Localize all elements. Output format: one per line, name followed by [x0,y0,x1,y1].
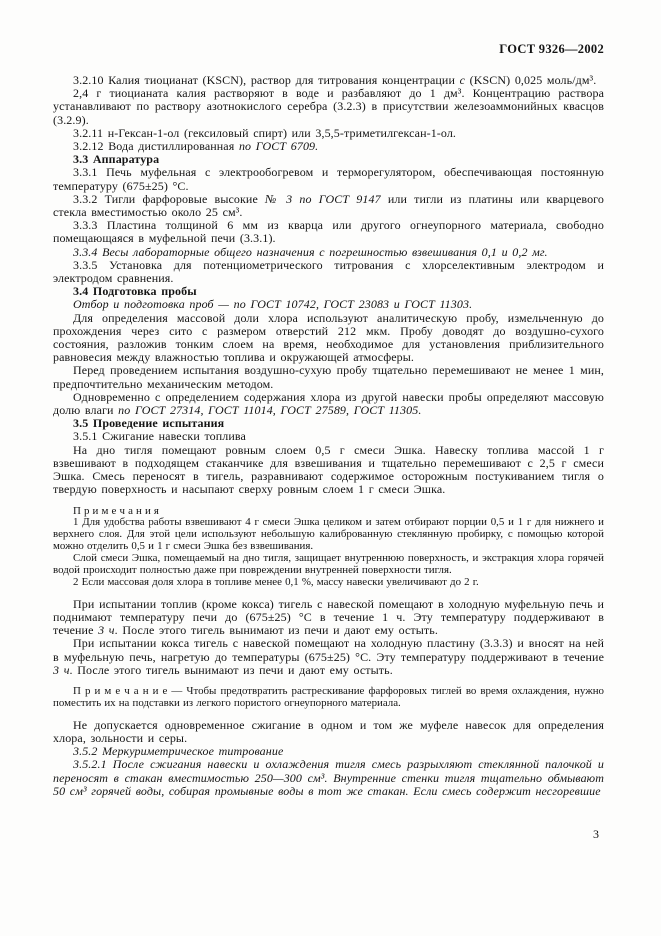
text-run: или тигли из платины или кварцевого стекла вместимостью около 25 см³. [53,191,604,220]
text-run: При испытании топлив (кроме кокса) тигель с навеской помещают в холодную муфельную печь и поднимают температуру печи до (675±25) °С в течение 1 ч. Эту температуру поддерживают в течение [53,596,604,638]
text-run: 3.3.1 Печь муфельная с электрообогревом и терморегулятором, обеспечивающая постоянную температуру (675±25) °С. [53,165,604,193]
text-run: Одновременно с определением содержания хлора из другой навески пробы определяют массовую долю влаги [53,389,604,418]
text-run: по ГОСТ 27314, ГОСТ 11014, ГОСТ 27589, ГОСТ 11305. [118,403,422,418]
text-run: № 3 по ГОСТ 9147 [265,191,381,206]
note-paragraph [53,686,604,710]
paragraph [53,758,604,798]
text-run: 3.4 Подготовка пробы [73,284,197,299]
text-run: 1 Для удобства работы взвешивают 4 г смеси Эшка целиком и затем отбирают порции 0,5 и 1 г для нижнего и верхнего слоя. Для этой цели используют небольшую калиброванную стеклянную пробирку, с помощью которой можно отделить 0,5 и 1 г смеси Эшка без взвешивания. [53,516,604,553]
text-run: 3.2.10 Калия тиоцианат (KSCN), раствор для титрования концентрации [73,73,460,87]
text-run: 3.3 Аппаратура [73,152,160,167]
text-run: 3.5.2.1 После сжигания навески и охлаждения тигля смесь разрыхляют стеклянной палочкой и переносят в стакан вместимостью 250—300 см³. Внутренние стенки тигля тщательно обмывают 50 см³ горячей воды, собирая промывные воды в тот же стакан. Если смесь содержит несгоревшие [53,757,604,798]
paragraph [53,193,604,219]
text-run: 2,4 г тиоцианата калия растворяют в воде и разбавляют до 1 дм³. Концентрацию раствора устанавливают по раствору азотнокислого серебра (3.2.3) в присутствии железоаммонийных квасцов (3.2.9). [53,86,604,127]
text-run: 3 ч [98,623,115,638]
paragraph [53,364,604,390]
note-paragraph [53,553,604,577]
text-run: Слой смеси Эшка, помещаемый на дно тигля, защищает внутреннюю поверхность, и экстракция хлора горячей водой происходит полностью даже при повреждении внутренней поверхности тигля. [53,552,604,577]
text-run: 3.5.1 Сжигание навески топлива [73,429,246,444]
text-run: 3.3.3 Пластина толщиной 6 мм из кварца или другого огнеупорного материала, свободно помещающаяся в муфельной печи (3.3.1). [53,218,604,246]
paragraph [53,312,604,365]
text-run: 3.2.12 Вода дистиллированная [73,139,239,154]
paragraph [53,444,604,497]
text-run: 3.5.2 Меркуриметрическое титрование [73,744,284,759]
paragraph [53,259,604,285]
text-run: по ГОСТ 6709. [238,139,319,154]
text-run: П р и м е ч а н и е — Чтобы предотвратить растрескивание фарфоровых тиглей во время охлаждения, нужно поместить их на подставки из легкого пористого огнеупорного материала. [53,685,604,709]
text-run: с [459,73,466,87]
text-run: Не допускается одновременное сжигание в одном и том же муфеле навесок для определения хлора, зольности и серы. [53,717,604,746]
text-run: . После этого тигель вынимают из печи и дают ему остыть. [69,662,393,677]
paragraph [53,719,604,745]
text-run: Для определения массовой доли хлора используют аналитическую пробу, измельченную до прохождения через сито с размером отверстий 212 мкм. Пробу доводят до воздушно-сухого состояния, разложив тонким слоем на время, необходимое для установления приблизительного равновесия между влажностью топлива и окружающей атмосферы. [53,310,604,365]
text-run: 3 ч [53,662,70,677]
paragraph [53,598,604,638]
text-run: 2 Если массовая доля хлора в топливе менее 0,1 %, массу навески увеличивают до 2 г. [73,575,479,588]
text-run: Перед проведением испытания воздушно-сухую пробу тщательно перемешивают не менее 1 мин, предпочтительно механическим методом. [53,363,604,391]
text-run: (KSCN) 0,025 моль/дм³. [465,73,597,87]
text-run: . После этого тигель вынимают из печи и дают ему остыть. [114,623,438,638]
paragraph [53,166,604,192]
paragraph [53,87,604,127]
running-header [53,42,604,57]
standard-number: ГОСТ 9326—2002 [499,42,604,56]
text-run: П р и м е ч а н и я [73,504,159,517]
paragraph [53,637,604,677]
text-run: Отбор и подготовка проб — по ГОСТ 10742, ГОСТ 23083 и ГОСТ 11303. [73,297,473,312]
text-run: 3.3.2 Тигли фарфоровые высокие [73,191,266,206]
text-run: 3.3.4 Весы лабораторные общего назначения с погрешностью взвешивания 0,1 и 0,2 мг. [73,244,548,259]
text-run: При испытании кокса тигель с навеской помещают на холодную пластину (3.3.3) и вносят на ней в муфельную печь, нагретую до температуры (675±25) °С. Эту температуру поддерживают в течение [53,636,604,664]
paragraph [53,219,604,245]
page-number: 3 [593,827,599,841]
note-paragraph [53,517,604,553]
text-run: 3.3.5 Установка для потенциометрического титрования с хлорселективным электродом и электродом сравнения. [53,257,604,286]
text-run: 3.2.11 н-Гексан-1-ол (гексиловый спирт) или 3,5,5-триметилгексан-1-ол. [73,125,457,140]
note-paragraph [53,577,604,589]
text-run: На дно тигля помещают ровным слоем 0,5 г смеси Эшка. Навеску топлива массой 1 г взвешивают в подходящем стаканчике для взвешивания и тщательно перемешивают с 2,5 г смеси Эшка. Смесь переносят в тигель, разравнивают содержимое осторожным постукиванием тигля о твердую поверхность и насыпают сверху ровным слоем 1 г смеси Эшка. [53,442,604,497]
paragraph [53,391,604,417]
text-run: 3.5 Проведение испытания [73,416,225,431]
document-body [53,74,604,798]
